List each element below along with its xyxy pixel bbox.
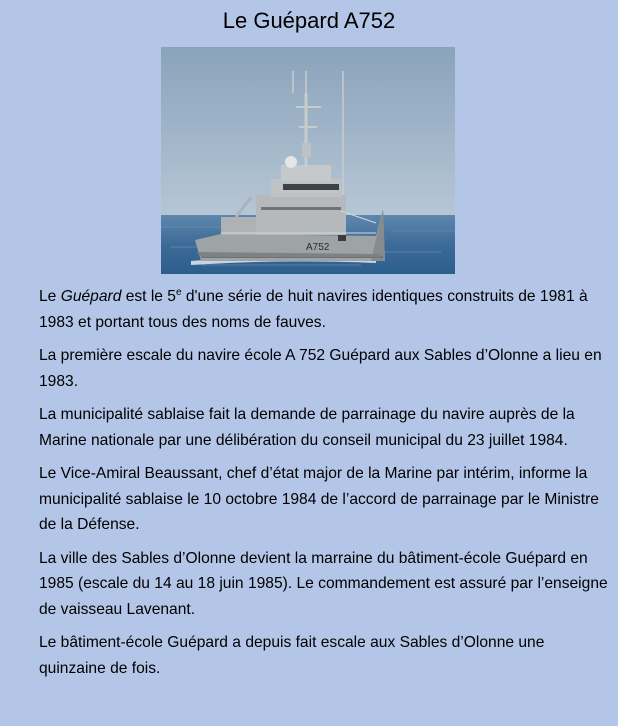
svg-text:A752: A752 bbox=[306, 242, 330, 253]
page-title: Le Guépard A752 bbox=[222, 8, 396, 33]
paragraph-2: La première escale du navire école A 752 Guépard aux Sables d’Olonne a lieu en 1983. bbox=[39, 347, 602, 390]
paragraph-3: La municipalité sablaise fait la demande de parrainage du navire auprès de la Marine nationale par une délibération du conseil municipal du 23 juillet 1984. bbox=[39, 406, 575, 449]
paragraph-6: Le bâtiment-école Guépard a depuis fait escale aux Sables d’Olonne une quinzaine de fois. bbox=[39, 634, 545, 677]
paragraph-1: Le Guépard est le 5e d'une série de huit navires identiques construits de 1981 à 1983 et portant tous des noms de fauves. bbox=[39, 286, 588, 331]
paragraph-5: La ville des Sables d’Olonne devient la marraine du bâtiment-école Guépard en 1985 (escale du 14 au 18 juin 1985). Le commandement est assuré par l’enseigne de vaisseau Lavenant. bbox=[39, 549, 608, 618]
paragraph-4: Le Vice-Amiral Beaussant, chef d’état major de la Marine par intérim, informe la municipalité sablaise le 10 octobre 1984 de l’accord de parrainage par le Ministre de la Défense. bbox=[39, 465, 599, 533]
article-body bbox=[39, 284, 614, 689]
ship-photo bbox=[161, 47, 455, 274]
